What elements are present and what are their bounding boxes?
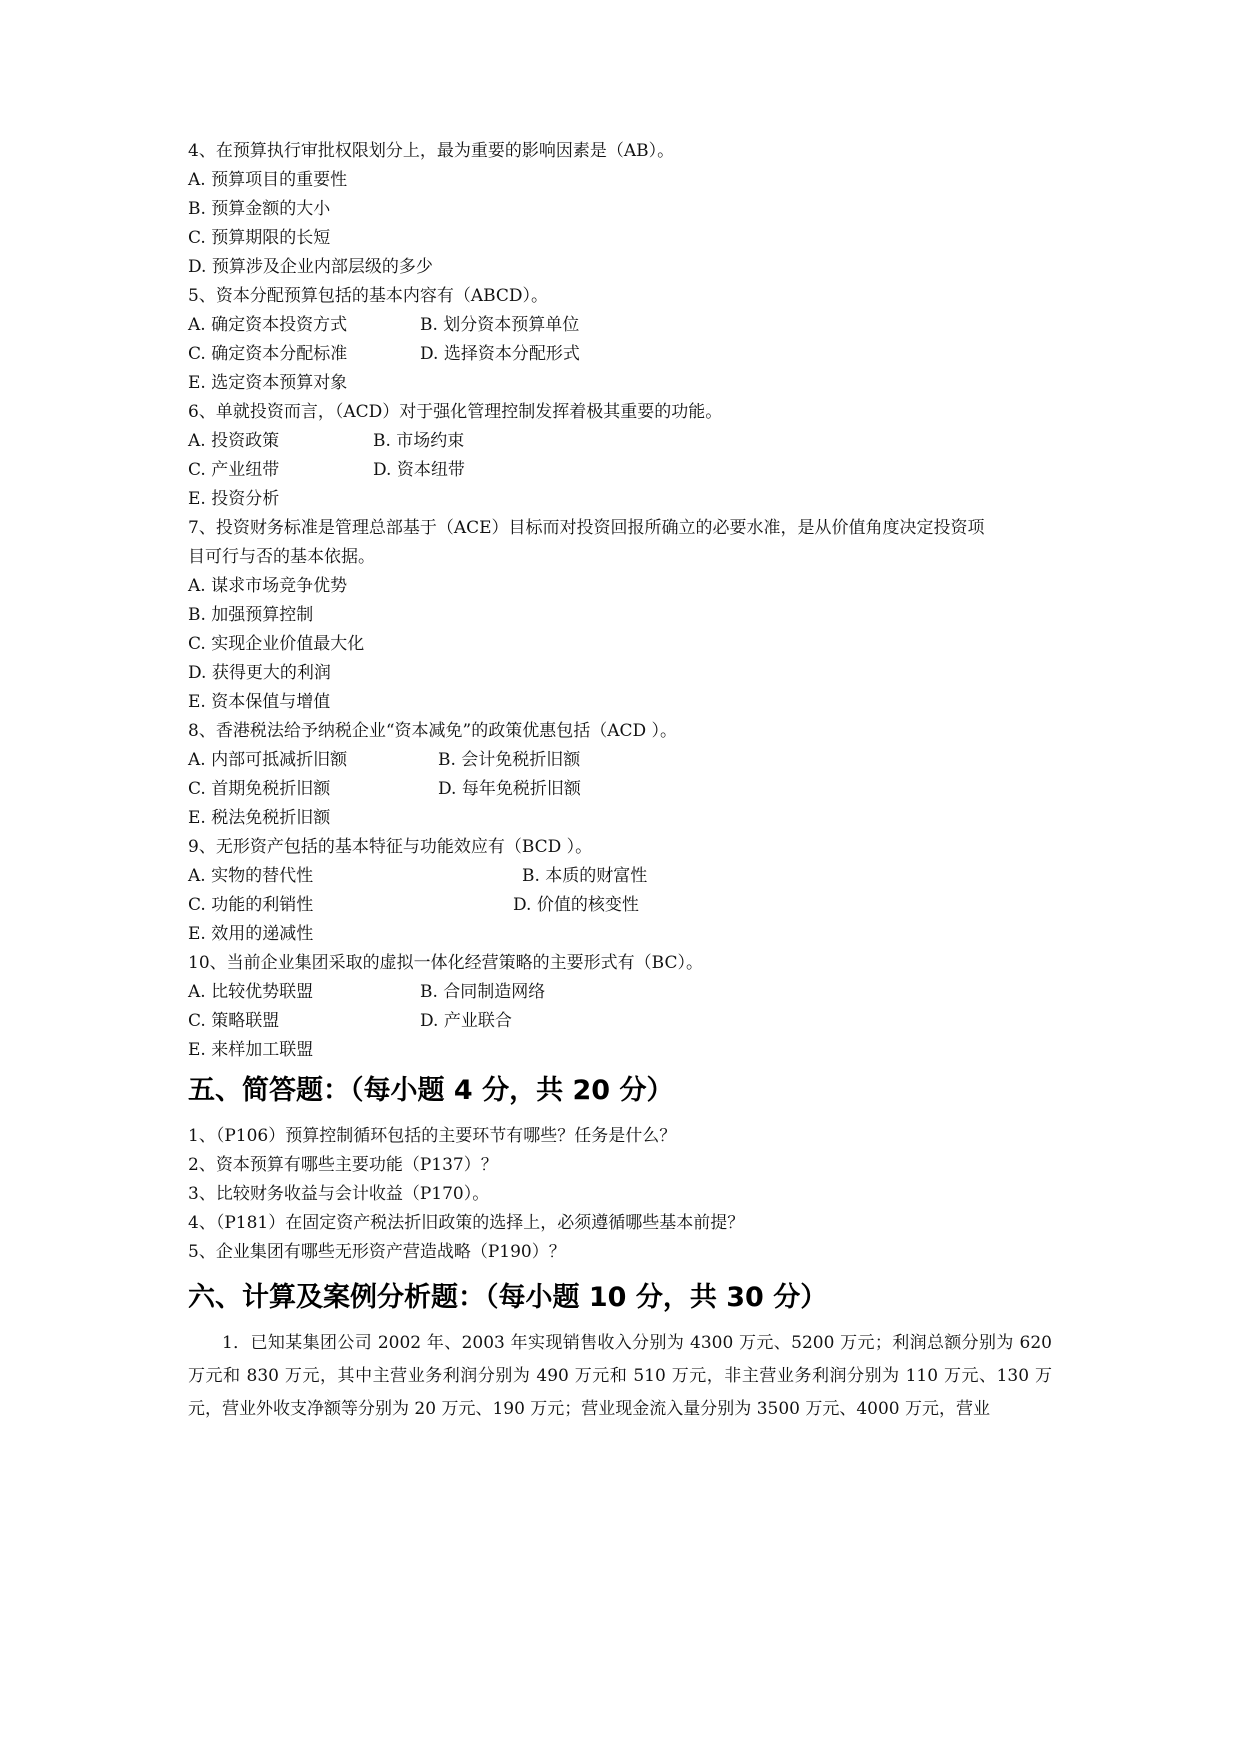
option-e: E. 选定资本预算对象 — [188, 373, 348, 393]
option-b: B. 会计免税折旧额 — [438, 750, 581, 770]
option-row — [188, 1009, 512, 1033]
option-c: C. 预算期限的长短 — [188, 228, 331, 248]
question-8: 8、香港税法给予纳税企业“资本减免”的政策优惠包括（ACD ）。 — [188, 721, 678, 741]
option-d: D. 产业联合 — [420, 1011, 512, 1031]
option-c: C. 产业纽带 — [188, 460, 280, 480]
option-e: E. 来样加工联盟 — [188, 1040, 314, 1060]
option-d: D. 价值的核变性 — [513, 895, 639, 915]
option-e: E. 效用的递减性 — [188, 924, 314, 944]
option-c: C. 策略联盟 — [188, 1011, 280, 1031]
question-9: 9、无形资产包括的基本特征与功能效应有（BCD ）。 — [188, 837, 593, 857]
option-d: D. 选择资本分配形式 — [420, 344, 580, 364]
option-a: A. 比较优势联盟 — [188, 982, 314, 1002]
short-answer-item: 4、（P181）在固定资产税法折旧政策的选择上，必须遵循哪些基本前提？ — [188, 1213, 745, 1233]
option-a: A. 确定资本投资方式 — [188, 315, 348, 335]
question-4: 4、在预算执行审批权限划分上，最为重要的影响因素是（AB）。 — [188, 141, 675, 161]
option-row — [188, 458, 465, 482]
question-10: 10、当前企业集团采取的虚拟一体化经营策略的主要形式有（BC）。 — [188, 953, 703, 973]
option-a: A. 预算项目的重要性 — [188, 170, 348, 190]
short-answer-item: 1、（P106）预算控制循环包括的主要环节有哪些？任务是什么？ — [188, 1126, 677, 1146]
option-row — [188, 429, 465, 453]
option-a: A. 内部可抵减折旧额 — [188, 750, 348, 770]
question-6: 6、单就投资而言，（ACD）对于强化管理控制发挥着极其重要的功能。 — [188, 402, 723, 422]
question-5: 5、资本分配预算包括的基本内容有（ABCD）。 — [188, 286, 549, 306]
case-paragraph: 1．已知某集团公司 2002 年、2003 年实现销售收入分别为 4300 万元、5200 万元；利润总额分别为 620 万元和 830 万元，其中主营业务利润分别为 490 万元和 510 万元，非主营业务利润分别为 110 万元、130 万元，营业外收支净额等分别为 20 万元、190 万元；营业现金流入量分别为 3500 万元、4000 万元，营业 — [188, 1333, 1052, 1419]
question-7-line-1: 7、投资财务标准是管理总部基于（ACE）目标而对投资回报所确立的必要水准，是从价值角度决定投资项 — [188, 518, 985, 538]
option-a: A. 投资政策 — [188, 431, 280, 451]
option-a: A. 实物的替代性 — [188, 866, 314, 886]
option-e: E. 资本保值与增值 — [188, 692, 331, 712]
option-row — [188, 893, 639, 917]
option-row — [188, 777, 581, 801]
option-row — [188, 864, 648, 888]
option-b: B. 市场约束 — [373, 431, 465, 451]
option-row — [188, 980, 546, 1004]
option-d: D. 获得更大的利润 — [188, 663, 331, 683]
section-6-heading: 六、计算及案例分析题：（每小题 10 分，共 30 分） — [188, 1282, 828, 1313]
option-d: D. 每年免税折旧额 — [438, 779, 581, 799]
short-answer-item: 3、比较财务收益与会计收益（P170）。 — [188, 1184, 490, 1204]
option-b: B. 划分资本预算单位 — [420, 315, 580, 335]
option-e: E. 投资分析 — [188, 489, 280, 509]
option-c: C. 首期免税折旧额 — [188, 779, 331, 799]
option-row — [188, 313, 580, 337]
option-d: D. 资本纽带 — [373, 460, 465, 480]
option-d: D. 预算涉及企业内部层级的多少 — [188, 257, 433, 277]
option-row — [188, 748, 581, 772]
option-a: A. 谋求市场竞争优势 — [188, 576, 348, 596]
option-c: C. 确定资本分配标准 — [188, 344, 348, 364]
option-c: C. 功能的利销性 — [188, 895, 314, 915]
option-c: C. 实现企业价值最大化 — [188, 634, 365, 654]
short-answer-item: 2、资本预算有哪些主要功能（P137）？ — [188, 1155, 498, 1175]
option-b: B. 本质的财富性 — [522, 866, 648, 886]
option-b: B. 预算金额的大小 — [188, 199, 331, 219]
section-5-heading: 五、简答题：（每小题 4 分，共 20 分） — [188, 1075, 674, 1106]
option-b: B. 加强预算控制 — [188, 605, 314, 625]
short-answer-item: 5、企业集团有哪些无形资产营造战略（P190）？ — [188, 1242, 566, 1262]
option-e: E. 税法免税折旧额 — [188, 808, 331, 828]
option-row — [188, 342, 580, 366]
option-b: B. 合同制造网络 — [420, 982, 546, 1002]
question-7-line-2: 目可行与否的基本依据。 — [188, 547, 375, 567]
